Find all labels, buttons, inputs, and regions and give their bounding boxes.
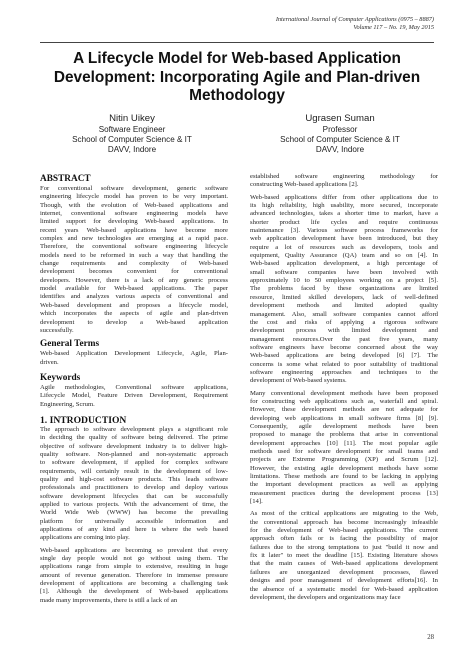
general-terms-heading: General Terms xyxy=(40,339,100,350)
text-line: failures are unorganized development processes, flawed xyxy=(250,568,438,576)
text-line: the absence of a systematic model for Web-based application xyxy=(250,585,438,593)
text-line: However, the existing agile development methods have some xyxy=(250,464,438,472)
header-divider xyxy=(40,42,434,43)
abstract-heading: ABSTRACT xyxy=(40,174,91,184)
author-university: DAVV, Indore xyxy=(315,144,365,154)
text-line: development approaches [10] [11]. The most popular agile xyxy=(250,439,438,447)
text-line: made many improvements, there is still a lack of an xyxy=(40,596,178,604)
text-line: World Wide Web (WWW) has become the prevailing xyxy=(40,509,228,517)
journal-header xyxy=(134,16,434,33)
author-school: School of Computer Science & IT xyxy=(72,134,192,144)
abstract-text xyxy=(40,185,228,335)
title-line: A Lifecycle Model for Web-based Application xyxy=(73,50,401,67)
keywords-text xyxy=(40,384,228,409)
text-line: objective of software development industry is to deliver high- xyxy=(40,442,228,450)
text-line: identifies and analyzes various aspects of conventional and xyxy=(40,293,228,301)
general-terms-text xyxy=(40,350,228,367)
text-line: management resources.Over the past five years, many xyxy=(250,335,438,343)
author-block-1 xyxy=(47,113,217,155)
text-line: However, these development methods are not adequate for xyxy=(250,406,438,414)
text-line: engineering lifecycle model has proven to be very important. xyxy=(40,193,228,201)
right-paragraph-2 xyxy=(250,390,438,507)
text-line: maintenance [3]. Various software process frameworks for xyxy=(250,227,438,235)
text-line: that the main causes of Web-based applications development xyxy=(250,560,438,568)
text-line: shorter product life cycles and require continuous xyxy=(250,218,438,226)
text-line: internet, conventional software engineering models have xyxy=(40,210,228,218)
author-block-2 xyxy=(255,113,425,155)
text-line: Web-based application development, a high percentage of xyxy=(250,260,438,268)
text-line: management. Also, small software companies cannot afford xyxy=(250,310,438,318)
text-line: constructing Web-based applications [2]. xyxy=(250,181,359,189)
right-paragraph-1 xyxy=(250,194,438,386)
text-line: quality and high-cost software products. This leads software xyxy=(40,475,228,483)
text-line: Consequently, agile development methods have been xyxy=(250,422,438,430)
introduction-paragraph-1 xyxy=(40,426,228,543)
text-line: which incorporates the aspects of agile and plan-driven xyxy=(40,310,228,318)
text-line: recent years Web-based applications have become more xyxy=(40,226,228,234)
text-line: [1]. Although the development of Web-based applications xyxy=(40,588,228,596)
text-line: development of applications are becoming a challenging task xyxy=(40,580,228,588)
text-line: development becomes convenient for conventional xyxy=(40,268,228,276)
text-line: small software companies have been involved with xyxy=(250,268,438,276)
text-line: proposed to manage the problems that arise in conventional xyxy=(250,431,438,439)
text-line: established software engineering methodology for xyxy=(250,173,438,180)
text-line: [14]. xyxy=(250,498,263,506)
text-line: failures due to the strong temptations to just "build it now and xyxy=(250,543,438,551)
title-line: Development: Incorporating Agile and Plan-driven xyxy=(53,68,421,86)
text-line: driven. xyxy=(40,358,59,366)
text-line: software engineers have become concerned about the way xyxy=(250,343,438,351)
text-line: the important development practices as well as applying xyxy=(250,481,438,489)
text-line: Web-based applications are being developed [6] [7]. The xyxy=(250,352,438,360)
journal-volume: Volume 117 – No. 19, May 2015 xyxy=(353,24,434,32)
text-line: Web-based applications are becoming so prevalent that every xyxy=(40,546,228,554)
text-line: Web-based applications differ from other applications due to xyxy=(250,193,438,201)
text-line: software engineering approaches and techniques to the xyxy=(250,368,438,376)
text-line: development of Web-based systems. xyxy=(250,377,347,385)
text-line: requirements, will certainly result in the development of low- xyxy=(40,467,228,475)
author-school: School of Computer Science & IT xyxy=(280,134,400,144)
text-line: Though, with the evolution of Web-based applications and xyxy=(40,201,228,209)
text-line: concerns is some what related to poor suitability of traditional xyxy=(250,360,438,368)
text-line: advanced technologies, takes a shorter time to market, have a xyxy=(250,210,438,218)
author-role: Software Engineer xyxy=(98,125,166,134)
text-line: The approach to software development plays a significant role xyxy=(40,425,228,433)
text-line: Agile methodologies, Conventional software applications, xyxy=(40,383,228,391)
paper-title xyxy=(40,50,434,106)
keywords-heading: Keywords xyxy=(40,372,81,383)
text-line: applications of any kind and here is where the web based xyxy=(40,526,228,534)
text-line: For conventional software development, generic software xyxy=(40,185,228,192)
text-line: in deciding the quality of software being delivered. The prime xyxy=(40,434,228,442)
text-line: limited support for developing Web-based applications. In xyxy=(40,218,228,226)
text-line: resource, limited skilled developers, lack of well-defined xyxy=(250,293,438,301)
text-line: development process with limited development and xyxy=(250,327,438,335)
text-line: Lifecycle Model, Feature Driven Development, Requirement xyxy=(40,392,228,400)
text-line: approach often fails or is facing the possibility of major xyxy=(250,535,438,543)
text-line: Engineering, Scrum. xyxy=(40,400,95,408)
text-line: professionals and practitioners to develop and deploy various xyxy=(40,484,228,492)
introduction-heading: 1. INTRODUCTION xyxy=(40,414,127,426)
right-column xyxy=(250,173,438,602)
text-line: Therefore, the conventional software engineering lifecycle xyxy=(40,243,228,251)
text-line: As most of the critical applications are migrating to the Web, xyxy=(250,510,438,518)
text-line: model available for Web-based applications. The paper xyxy=(40,285,228,293)
left-column xyxy=(40,174,228,605)
text-line: development to develop a Web-based application xyxy=(40,318,228,326)
text-line: equipment, Quality Assurance (QA) team and so on [4]. In xyxy=(250,252,438,260)
text-line: web application development have been introduced, but they xyxy=(250,235,438,243)
text-line: models need to be reformed in such a way that handling the xyxy=(40,251,228,259)
text-line: Many conventional development methods have been proposed xyxy=(250,389,438,397)
author-role: Professor xyxy=(322,125,358,134)
text-line: approximately 10 to 50 employees working on a project [5]. xyxy=(250,277,438,285)
text-line: single day people would not go without using them. The xyxy=(40,555,228,563)
text-line: successfully. xyxy=(40,326,74,334)
text-line: for the development of Web-based applications. The current xyxy=(250,527,438,535)
text-line: applications are coming into play. xyxy=(40,534,130,542)
text-line: The problems faced by these organizations are limited xyxy=(250,285,438,293)
text-line: projects are Extreme Programming (XP) and Scrum [12]. xyxy=(250,456,438,464)
text-line: fix it later" to meet the deadline [15]. Existing literature shows xyxy=(250,552,438,560)
text-line: platform for universally accessible information and xyxy=(40,517,228,525)
text-line: software development lifecycles that can be successfully xyxy=(40,492,228,500)
text-line: developing web applications in small software firms [8] [9]. xyxy=(250,414,438,422)
text-line: complex and new technologies are emerging at a rapid pace. xyxy=(40,235,228,243)
text-line: Web-based development and proposes a lifecycle model, xyxy=(40,301,228,309)
text-line: development methods and limited adopted quality xyxy=(250,302,438,310)
page-number: 28 xyxy=(427,634,434,641)
text-line: methods used for software development for small teams and xyxy=(250,448,438,455)
text-line: applications range from simple to extensive, resulting in huge xyxy=(40,563,228,571)
right-paragraph-0 xyxy=(250,173,438,190)
text-line: designs and poor management of development efforts[16]. In xyxy=(250,577,438,585)
text-line: the conventional approach has become increasingly infeasible xyxy=(250,518,438,526)
author-university: DAVV, Indore xyxy=(107,144,157,154)
introduction-paragraph-2 xyxy=(40,547,228,605)
text-line: applied to various projects. With the advancement of time, the xyxy=(40,501,228,508)
text-line: change requirements and complexity of Web-based xyxy=(40,260,228,268)
text-line: for constructing web applications such as, waterfall and spiral. xyxy=(250,397,438,405)
text-line: amount of revenue generation. Therefore in immense pressure xyxy=(40,571,228,579)
author-name: Ugrasen Suman xyxy=(305,113,375,124)
author-name: Nitin Uikey xyxy=(109,113,155,124)
text-line: measurement practices during the development process [13] xyxy=(250,489,438,497)
text-line: development, the developers and organizations may face xyxy=(250,593,401,601)
text-line: to software development, if applied for complex software xyxy=(40,459,228,467)
text-line: Web-based Application Development Lifecycle, Agile, Plan- xyxy=(40,350,228,358)
text-line: require a lot of resources such as developers, tools and xyxy=(250,243,438,251)
title-line: Methodology xyxy=(189,87,285,104)
text-line: developers. However, there is a lack of any generic process xyxy=(40,276,228,284)
text-line: limitations. These methods are found to be lacking in applying xyxy=(250,473,438,481)
text-line: its high reliability, high usability, more secured, incorporate xyxy=(250,202,438,210)
text-line: quality software. Non-planned and non-systematic approach xyxy=(40,450,228,458)
right-paragraph-3 xyxy=(250,510,438,602)
text-line: the cost and risks of applying a rigorous software xyxy=(250,318,438,326)
journal-name: International Journal of Computer Applications (0975 – 8887) xyxy=(275,16,434,23)
